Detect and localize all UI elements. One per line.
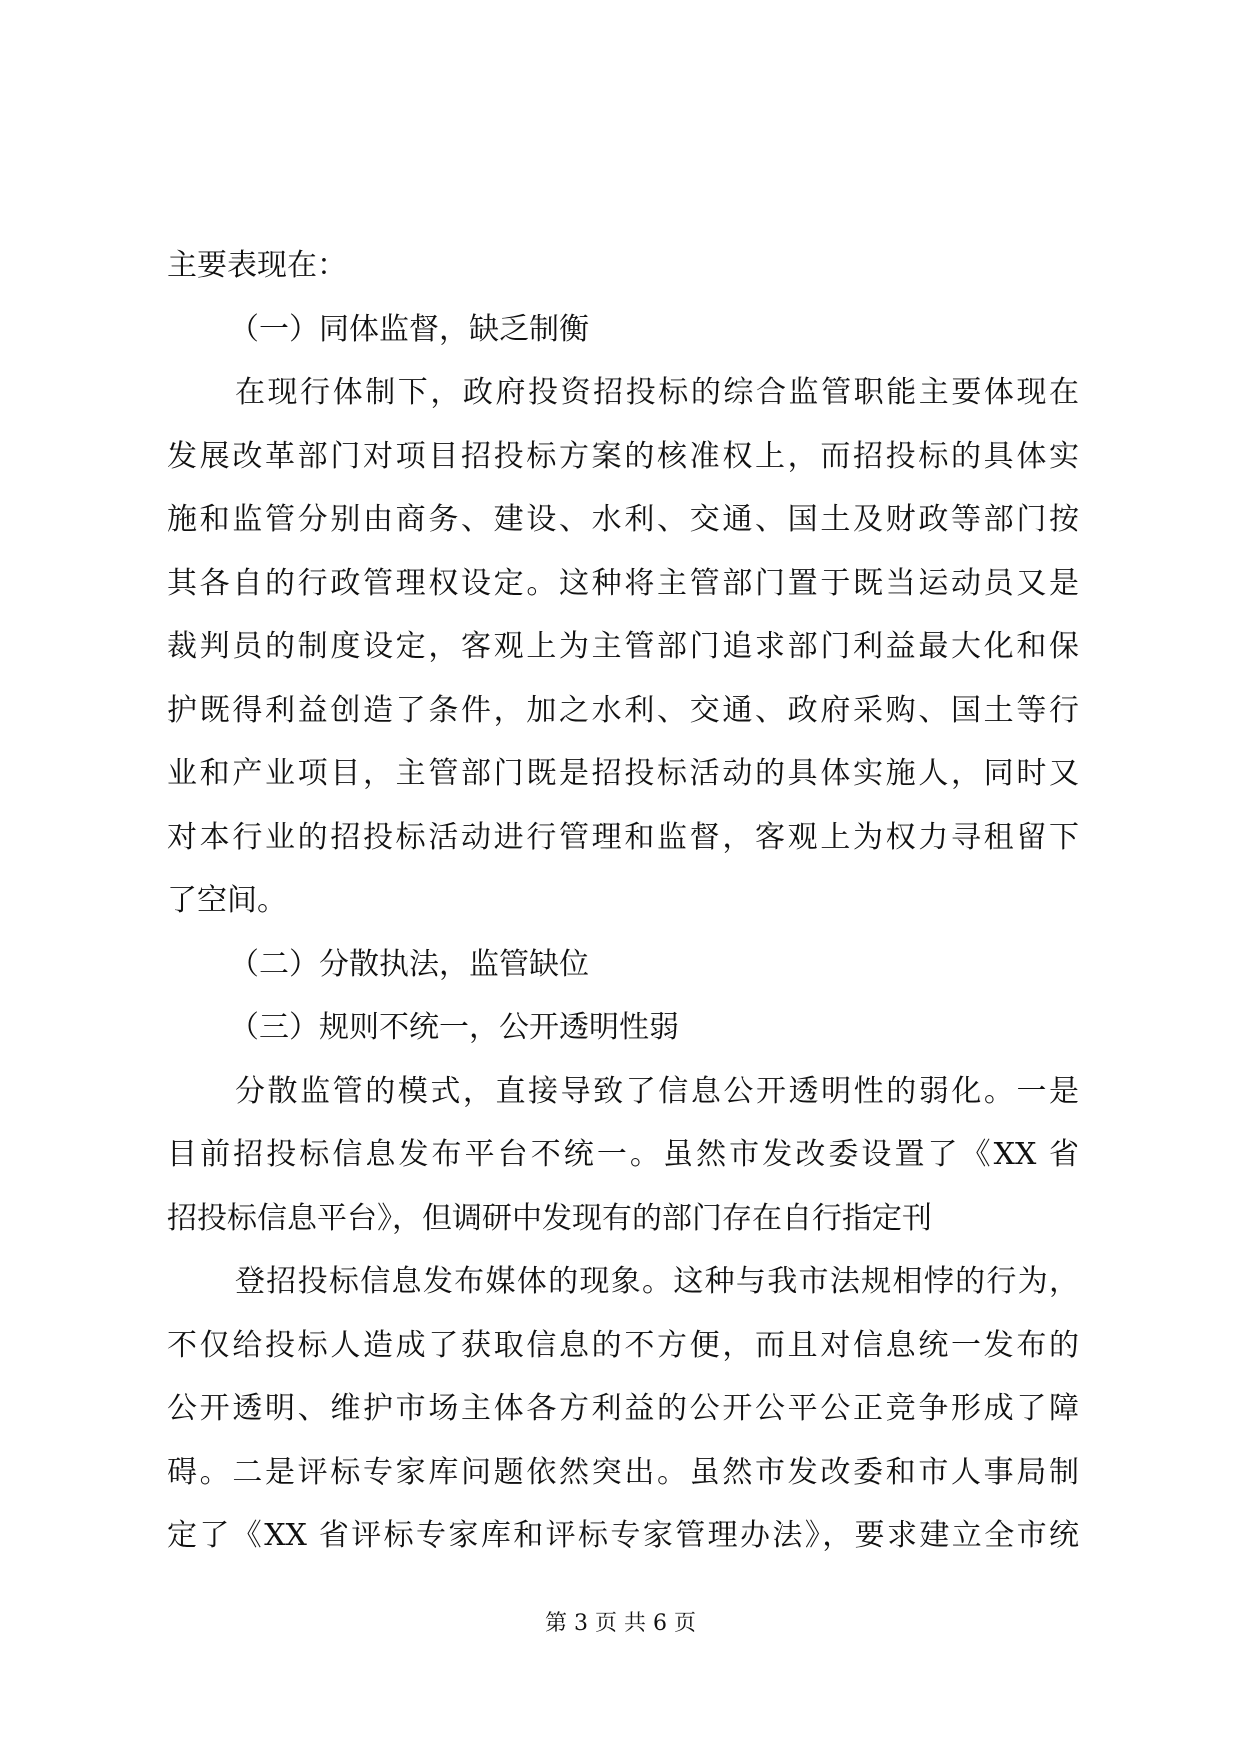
section-heading: （三）规则不统一，公开透明性弱 <box>229 1010 679 1045</box>
paragraph-first-line: 在现行体制下，政府投资招投标的综合监管职能主要体现在 <box>235 375 1079 410</box>
section-heading: （一）同体监督，缺乏制衡 <box>229 311 589 347</box>
text-line: 了空间。 <box>167 883 287 918</box>
text-line: 业和产业项目，主管部门既是招投标活动的具体实施人，同时又 <box>167 756 1079 791</box>
paragraph-first-line: 分散监管的模式，直接导致了信息公开透明性的弱化。一是 <box>235 1073 1079 1109</box>
document-body <box>167 234 1079 1568</box>
text-line: 碍。二是评标专家库问题依然突出。虽然市发改委和市人事局制 <box>167 1454 1079 1490</box>
text-line: 施和监管分别由商务、建设、水利、交通、国土及财政等部门按 <box>167 502 1079 537</box>
section-heading: （二）分散执法，监管缺位 <box>229 946 589 982</box>
text-line: 护既得利益创造了条件，加之水利、交通、政府采购、国土等行 <box>167 692 1079 728</box>
text-line: 公开透明、维护市场主体各方利益的公开公平公正竞争形成了障 <box>167 1391 1079 1426</box>
text-line: 对本行业的招投标活动进行管理和监督，客观上为权力寻租留下 <box>167 819 1079 855</box>
paragraph-first-line: 登招投标信息发布媒体的现象。这种与我市法规相悖的行为， <box>235 1264 1079 1299</box>
text-line: 其各自的行政管理权设定。这种将主管部门置于既当运动员又是 <box>167 565 1079 601</box>
text-line: 裁判员的制度设定，客观上为主管部门追求部门利益最大化和保 <box>167 629 1079 664</box>
text-line: 招投标信息平台》，但调研中发现有的部门存在自行指定刊 <box>167 1200 932 1236</box>
page-number-label: 第 3 页 共 6 页 <box>545 1611 696 1636</box>
text-line: 目前招投标信息发布平台不统一。虽然市发改委设置了《XX 省 <box>167 1137 1079 1172</box>
text-line: 定了《XX 省评标专家库和评标专家管理办法》，要求建立全市统 <box>167 1518 1079 1553</box>
text-line: 发展改革部门对项目招投标方案的核准权上，而招投标的具体实 <box>167 438 1079 474</box>
page-footer <box>0 1609 1241 1639</box>
text-line: 主要表现在： <box>167 248 347 283</box>
text-line: 不仅给投标人造成了获取信息的不方便，而且对信息统一发布的 <box>167 1327 1079 1363</box>
